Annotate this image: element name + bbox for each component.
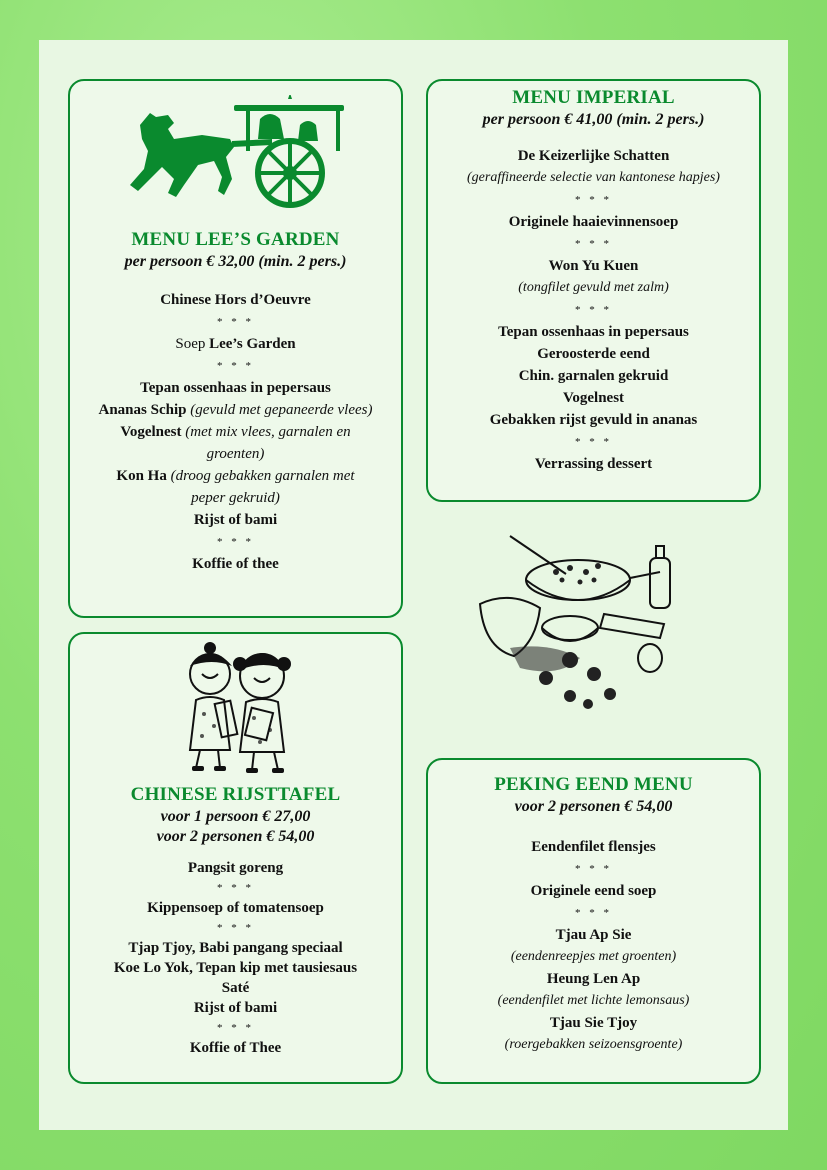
menu-lees-garden-price: per persoon € 32,00 (min. 2 pers.) bbox=[124, 253, 347, 270]
menu-item: Gebakken rijst gevuld in ananas bbox=[489, 412, 698, 428]
menu-item: Won Yu Kuen bbox=[548, 258, 639, 274]
menu-item: Originele eend soep bbox=[530, 883, 657, 899]
menu-imperial-title: MENU IMPERIAL bbox=[512, 87, 675, 108]
menu-item bbox=[70, 333, 401, 355]
menu-item-text: Soep bbox=[175, 336, 210, 352]
menu-item: Chinese Hors d’Oeuvre bbox=[160, 292, 311, 308]
menu-item-text: Kon Ha bbox=[116, 468, 167, 484]
chinese-children-illustration bbox=[174, 640, 304, 780]
menu-item: Tjap Tjoy, Babi pangang speciaal bbox=[128, 940, 343, 956]
chinese-rijsttafel-card bbox=[68, 632, 403, 1084]
menu-lees-garden-title: MENU LEE’S GARDEN bbox=[131, 229, 340, 250]
menu-item-note: (eendenfilet met lichte lemonsaus) bbox=[497, 993, 690, 1008]
menu-item: Geroosterde eend bbox=[537, 346, 650, 362]
menu-item-text: Lee’s Garden bbox=[209, 336, 296, 352]
menu-item-note: (roergebakken seizoensgroente) bbox=[504, 1037, 683, 1052]
separator-stars: * * * bbox=[575, 194, 612, 206]
menu-item: Rijst of bami bbox=[193, 512, 278, 528]
chinese-rijsttafel-price-2: voor 2 personen € 54,00 bbox=[156, 828, 315, 845]
menu-item: Originele haaievinnensoep bbox=[508, 214, 679, 230]
peking-eend-title: PEKING EEND MENU bbox=[494, 774, 693, 795]
menu-item bbox=[70, 421, 401, 465]
chinese-rijsttafel-title: CHINESE RIJSTTAFEL bbox=[130, 784, 341, 805]
separator-stars: * * * bbox=[575, 436, 612, 448]
menu-item: Koffie of Thee bbox=[189, 1040, 282, 1056]
menu-imperial-card bbox=[426, 79, 761, 502]
menu-item: Eendenfilet flensjes bbox=[531, 839, 656, 855]
menu-item: De Keizerlijke Schatten bbox=[517, 148, 670, 164]
menu-item-note: (met mix vlees, garnalen en groenten) bbox=[185, 424, 351, 462]
separator-stars: * * * bbox=[217, 536, 254, 548]
menu-item: Rijst of bami bbox=[193, 1000, 278, 1016]
menu-item-note: (droog gebakken garnalen met peper gekruid) bbox=[170, 468, 355, 506]
menu-item: Kippensoep of tomatensoep bbox=[147, 900, 324, 916]
menu-item: Heung Len Ap bbox=[546, 971, 641, 987]
menu-item: Tjau Ap Sie bbox=[555, 927, 632, 943]
peking-eend-card bbox=[426, 758, 761, 1084]
menu-item-note: (eendenreepjes met groenten) bbox=[510, 949, 677, 964]
menu-item bbox=[70, 465, 401, 509]
menu-item-note: (tongfilet gevuld met zalm) bbox=[518, 280, 669, 295]
separator-stars: * * * bbox=[217, 316, 254, 328]
chinese-rijsttafel-price-1: voor 1 persoon € 27,00 bbox=[160, 808, 311, 825]
wok-cooking-illustration bbox=[470, 528, 700, 724]
menu-item: Tepan ossenhaas in pepersaus bbox=[498, 324, 689, 340]
menu-item: Tepan ossenhaas in pepersaus bbox=[140, 380, 331, 396]
menu-item-note: (geraffineerde selectie van kantonese hapjes) bbox=[467, 170, 720, 185]
separator-stars: * * * bbox=[575, 304, 612, 316]
peking-eend-price: voor 2 personen € 54,00 bbox=[514, 798, 673, 815]
menu-item: Verrassing dessert bbox=[534, 456, 653, 472]
menu-item: Saté bbox=[221, 980, 250, 996]
menu-item: Pangsit goreng bbox=[187, 860, 284, 876]
horse-carriage-illustration bbox=[122, 95, 352, 213]
separator-stars: * * * bbox=[575, 907, 612, 919]
menu-lees-garden-card bbox=[68, 79, 403, 618]
menu-imperial-price: per persoon € 41,00 (min. 2 pers.) bbox=[482, 111, 705, 128]
menu-item: Vogelnest bbox=[562, 390, 625, 406]
menu-item-note: (gevuld met gepaneerde vlees) bbox=[190, 402, 373, 418]
separator-stars: * * * bbox=[217, 882, 254, 894]
separator-stars: * * * bbox=[575, 863, 612, 875]
menu-item: Koffie of thee bbox=[192, 556, 279, 572]
separator-stars: * * * bbox=[217, 922, 254, 934]
separator-stars: * * * bbox=[575, 238, 612, 250]
separator-stars: * * * bbox=[217, 360, 254, 372]
menu-item bbox=[70, 399, 401, 421]
menu-item-text: Ananas Schip bbox=[98, 402, 187, 418]
menu-item: Tjau Sie Tjoy bbox=[549, 1015, 638, 1031]
menu-item: Koe Lo Yok, Tepan kip met tausiesaus bbox=[113, 960, 358, 976]
menu-item-text: Vogelnest bbox=[120, 424, 182, 440]
separator-stars: * * * bbox=[217, 1022, 254, 1034]
menu-item: Chin. garnalen gekruid bbox=[518, 368, 669, 384]
